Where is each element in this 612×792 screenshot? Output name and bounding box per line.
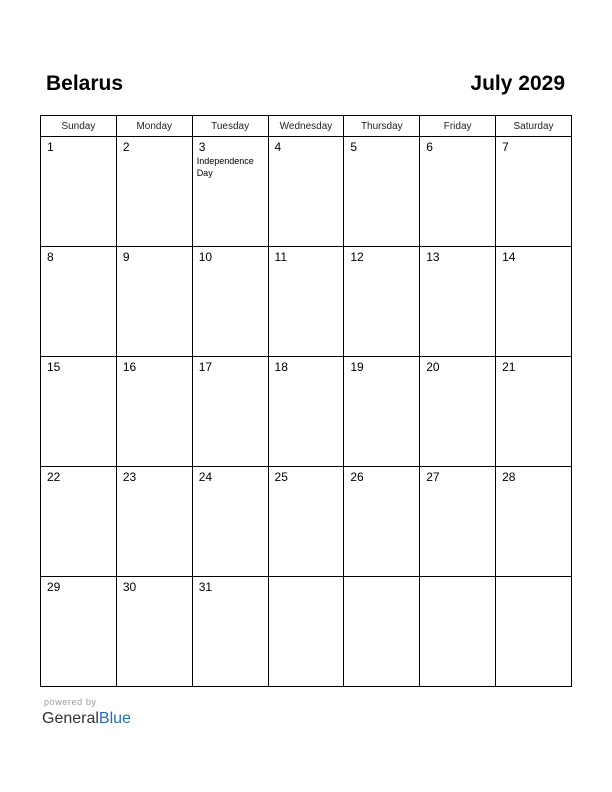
weekday-thursday: Thursday [344, 116, 420, 137]
day-number: 1 [47, 140, 54, 154]
day-cell [116, 467, 192, 577]
day-cell [268, 357, 344, 467]
week-row [41, 357, 572, 467]
day-cell [41, 247, 117, 357]
day-number: 10 [198, 250, 213, 264]
day-cell [420, 137, 496, 247]
week-row [41, 467, 572, 577]
day-number: 17 [198, 360, 213, 374]
day-cell [496, 357, 572, 467]
day-number: 18 [274, 360, 288, 374]
brand-footer [42, 697, 131, 729]
day-number: 12 [350, 250, 364, 264]
day-number: 4 [274, 140, 282, 154]
holiday-label: Independence Day [196, 156, 254, 178]
day-number: 19 [350, 360, 364, 374]
weekday-tuesday: Tuesday [192, 116, 268, 137]
day-cell [192, 467, 268, 577]
day-number: 11 [274, 250, 287, 264]
day-number: 20 [426, 360, 440, 374]
week-row [41, 247, 572, 357]
day-cell [116, 137, 192, 247]
day-number: 23 [122, 470, 137, 484]
day-number: 22 [47, 470, 61, 484]
day-cell [344, 467, 420, 577]
day-number: 13 [426, 250, 440, 264]
day-number: 30 [122, 580, 137, 594]
day-number: 25 [274, 470, 288, 484]
day-cell [41, 467, 117, 577]
weekday-saturday: Saturday [496, 116, 572, 137]
day-cell [41, 137, 117, 247]
day-number: 6 [426, 140, 433, 154]
day-cell-empty [268, 577, 344, 687]
day-number: 9 [122, 250, 130, 264]
day-cell [420, 247, 496, 357]
day-number: 28 [502, 470, 516, 484]
day-number: 14 [502, 250, 516, 264]
day-number: 26 [350, 470, 364, 484]
day-number: 15 [47, 360, 61, 374]
day-number: 3 [198, 140, 206, 154]
day-cell [116, 577, 192, 687]
week-row [41, 137, 572, 247]
day-cell [496, 137, 572, 247]
brand-blue-text: Blue [98, 710, 131, 727]
day-cell [496, 247, 572, 357]
day-cell [192, 357, 268, 467]
day-number: 21 [502, 360, 516, 374]
country-title: Belarus [46, 72, 124, 95]
day-cell [420, 357, 496, 467]
day-cell [192, 247, 268, 357]
day-cell [268, 467, 344, 577]
day-cell [116, 247, 192, 357]
month-year-title: July 2029 [470, 72, 565, 95]
day-cell [268, 247, 344, 357]
brand-logo [42, 709, 131, 729]
day-number: 8 [47, 250, 54, 264]
brand-general-text: General [42, 710, 99, 727]
day-number: 27 [426, 470, 440, 484]
day-number: 2 [122, 140, 130, 154]
day-number: 29 [47, 580, 61, 594]
day-cell [344, 247, 420, 357]
week-row [41, 577, 572, 687]
calendar-grid [40, 115, 572, 687]
day-number: 31 [198, 580, 213, 594]
day-cell [268, 137, 344, 247]
weekday-sunday: Sunday [41, 116, 117, 137]
day-cell [41, 577, 117, 687]
day-cell [41, 357, 117, 467]
day-number: 24 [198, 470, 213, 484]
weekday-monday: Monday [116, 116, 192, 137]
day-cell [192, 137, 268, 247]
powered-by-text: powered by [44, 697, 97, 707]
weekday-friday: Friday [420, 116, 496, 137]
weekday-header-row [41, 116, 572, 137]
day-cell [420, 467, 496, 577]
day-number: 5 [350, 140, 358, 154]
day-cell [344, 357, 420, 467]
day-cell [496, 467, 572, 577]
day-cell [192, 577, 268, 687]
day-cell-empty [496, 577, 572, 687]
day-cell-empty [420, 577, 496, 687]
day-number: 7 [502, 140, 509, 154]
weekday-wednesday: Wednesday [268, 116, 344, 137]
day-number: 16 [122, 360, 137, 374]
day-cell-empty [344, 577, 420, 687]
day-cell [344, 137, 420, 247]
day-cell [116, 357, 192, 467]
